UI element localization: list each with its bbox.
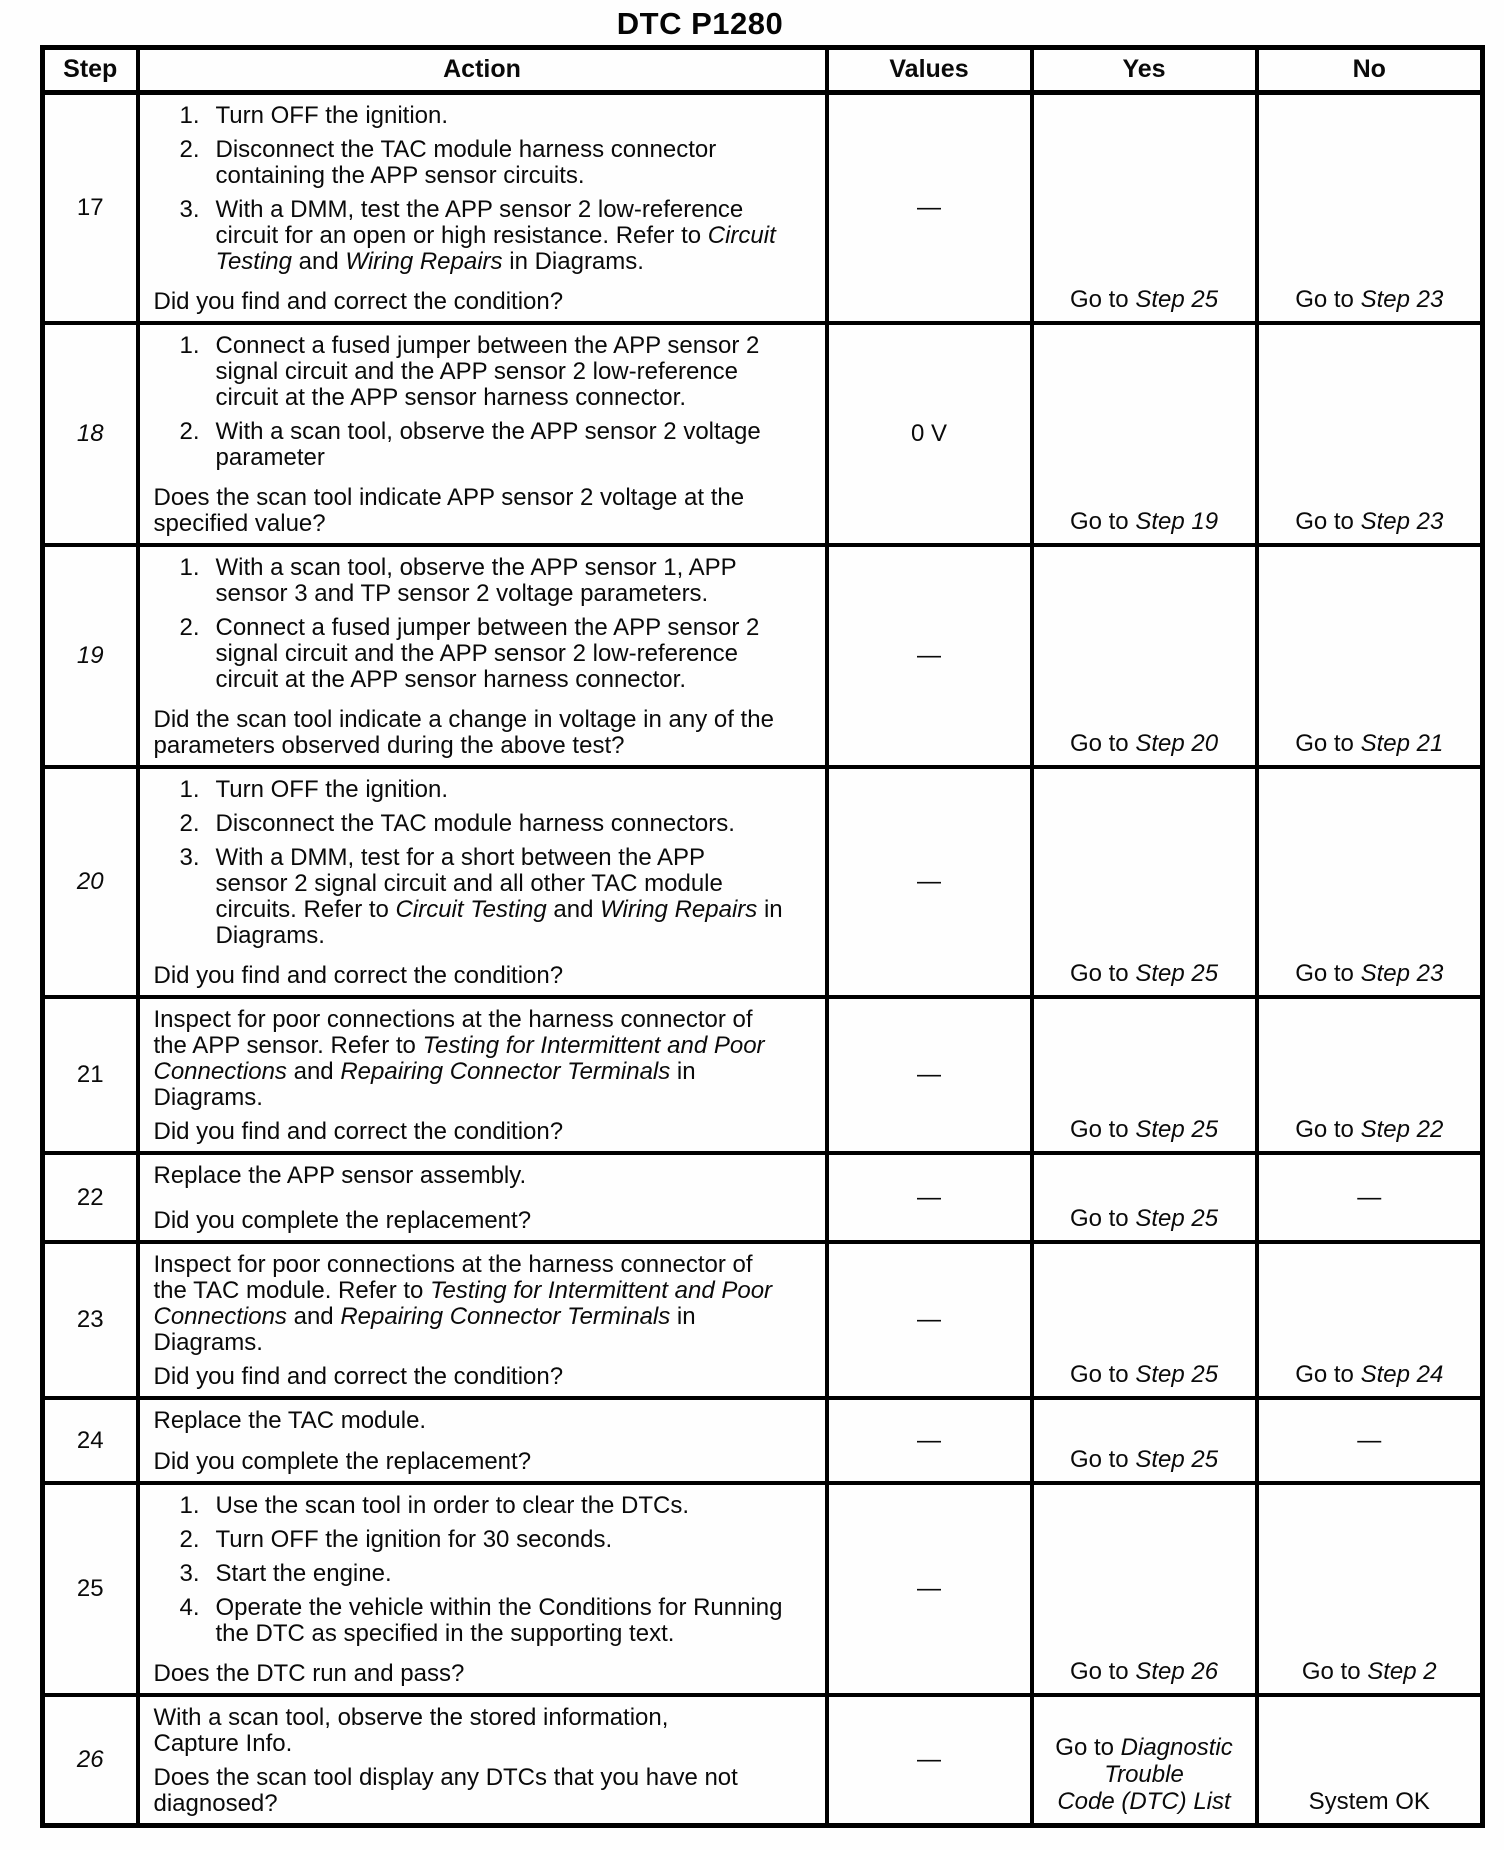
item-text xyxy=(216,137,809,189)
text-segment: Diagrams. xyxy=(153,1084,263,1111)
values-cell: — xyxy=(827,545,1032,767)
step-number: 17 xyxy=(76,194,104,221)
text-segment: Go to xyxy=(1301,1658,1368,1685)
text-segment: Go to xyxy=(1295,1116,1361,1143)
item-text xyxy=(216,333,809,411)
step-cell xyxy=(43,323,138,545)
step-number: 22 xyxy=(76,1183,104,1211)
action-content xyxy=(140,1485,825,1693)
text-segment: Go to xyxy=(1069,1658,1136,1685)
text-segment: signal circuit and the APP sensor 2 low-reference xyxy=(215,358,739,385)
item-number: 1. xyxy=(179,102,200,129)
text-segment: Go to xyxy=(1069,1205,1136,1232)
italic-text: Trouble xyxy=(1104,1761,1184,1788)
action-cell xyxy=(138,1398,827,1483)
text-segment: Go to xyxy=(1295,508,1361,535)
yes-cell xyxy=(1032,997,1257,1153)
text-segment: Go to xyxy=(1295,730,1361,757)
italic-text: Step 19 xyxy=(1135,508,1219,535)
italic-text: Step 22 xyxy=(1360,1116,1444,1143)
no-cell xyxy=(1257,1695,1483,1826)
text-segment: parameter xyxy=(215,444,325,471)
action-content xyxy=(140,1697,825,1823)
no-cell xyxy=(1257,1483,1483,1695)
action-question xyxy=(154,701,809,759)
action-cell xyxy=(138,1695,827,1826)
text-segment: Does the scan tool display any DTCs that you have not xyxy=(153,1764,738,1791)
action-content xyxy=(140,1155,825,1240)
italic-text: Code (DTC) List xyxy=(1057,1788,1231,1815)
item-number: 2. xyxy=(179,418,200,445)
text-segment: Does the scan tool indicate APP sensor 2 voltage at the xyxy=(153,484,745,511)
text-segment: containing the APP sensor circuits. xyxy=(215,162,585,189)
item-text xyxy=(216,1527,809,1553)
action-content xyxy=(140,325,825,543)
action-items xyxy=(154,777,809,957)
list-item xyxy=(154,1561,809,1587)
step-cell xyxy=(43,767,138,997)
action-question xyxy=(154,1443,809,1475)
italic-text: Step 25 xyxy=(1135,1446,1219,1473)
table-row xyxy=(43,545,1483,767)
values-cell: — xyxy=(827,1483,1032,1695)
text-segment: Capture Info. xyxy=(153,1730,293,1757)
values-cell: 0 V xyxy=(827,323,1032,545)
text-segment: the TAC module. Refer to xyxy=(153,1277,431,1304)
italic-text: Step 25 xyxy=(1135,1361,1219,1388)
item-number: 1. xyxy=(179,776,200,803)
table-row xyxy=(43,1153,1483,1242)
text-segment: circuit at the APP sensor harness connector. xyxy=(215,384,686,411)
action-items xyxy=(154,1705,809,1759)
action-content xyxy=(140,95,825,321)
text-segment: With a scan tool, observe the APP sensor 2 voltage xyxy=(215,418,761,445)
header-cell-no: No xyxy=(1257,48,1483,93)
text-segment: in xyxy=(757,896,783,923)
no-cell xyxy=(1257,767,1483,997)
diagnostic-table xyxy=(40,45,1485,1828)
table-row xyxy=(43,93,1483,324)
list-item xyxy=(154,197,809,275)
text-segment: Go to xyxy=(1069,508,1136,535)
step-cell xyxy=(43,1242,138,1398)
action-content xyxy=(140,999,825,1151)
text-segment: Turn OFF the ignition for 30 seconds. xyxy=(215,1526,613,1553)
italic-text: Circuit Testing xyxy=(395,896,547,923)
italic-text: Circuit xyxy=(707,222,776,249)
text-segment: Inspect for poor connections at the harness connector of xyxy=(153,1006,753,1033)
text-segment: the DTC as specified in the supporting text. xyxy=(215,1620,675,1647)
action-items xyxy=(154,555,809,701)
no-cell xyxy=(1257,997,1483,1153)
action-paragraph xyxy=(154,1163,809,1189)
table-row xyxy=(43,997,1483,1153)
yes-cell xyxy=(1032,767,1257,997)
text-segment: circuits. Refer to xyxy=(215,896,396,923)
text-segment: the APP sensor. Refer to xyxy=(153,1032,423,1059)
text-segment: Diagrams. xyxy=(215,922,325,949)
text-segment: Did you find and correct the condition? xyxy=(153,1118,564,1145)
action-items xyxy=(154,1007,809,1113)
no-cell xyxy=(1257,323,1483,545)
action-question xyxy=(154,1358,809,1390)
action-items xyxy=(154,1408,809,1436)
list-item xyxy=(154,777,809,803)
action-paragraph xyxy=(154,1408,809,1434)
item-number: 1. xyxy=(179,332,200,359)
text-segment: System OK xyxy=(1308,1788,1430,1815)
text-segment: Turn OFF the ignition. xyxy=(215,776,449,803)
item-number: 3. xyxy=(179,844,200,871)
text-segment: Go to xyxy=(1295,286,1361,313)
item-text xyxy=(216,555,809,607)
italic-text: Testing xyxy=(215,248,292,275)
text-segment: and xyxy=(546,896,601,923)
text-segment: Inspect for poor connections at the harness connector of xyxy=(153,1251,753,1278)
text-segment: Go to xyxy=(1069,730,1136,757)
text-segment: Go to xyxy=(1069,1361,1136,1388)
table-row xyxy=(43,767,1483,997)
italic-text: Diagnostic xyxy=(1120,1734,1233,1761)
text-segment: Go to xyxy=(1069,960,1136,987)
step-cell xyxy=(43,997,138,1153)
no-cell xyxy=(1257,545,1483,767)
action-paragraph xyxy=(154,1252,809,1356)
list-item xyxy=(154,555,809,607)
yes-cell xyxy=(1032,1695,1257,1826)
italic-text: Step 20 xyxy=(1135,730,1219,757)
text-segment: Go to xyxy=(1069,1116,1136,1143)
text-segment: Did you complete the replacement? xyxy=(153,1207,532,1234)
text-segment: sensor 3 and TP sensor 2 voltage parameters. xyxy=(215,580,709,607)
text-segment: Disconnect the TAC module harness connector xyxy=(215,136,717,163)
step-number: 23 xyxy=(76,1306,104,1333)
step-cell xyxy=(43,1398,138,1483)
text-segment: Go to xyxy=(1295,960,1361,987)
italic-text: Step 25 xyxy=(1135,286,1219,313)
table-header xyxy=(43,48,1483,93)
list-item xyxy=(154,845,809,949)
list-item xyxy=(154,333,809,411)
text-segment: Go to xyxy=(1295,1361,1361,1388)
yes-cell xyxy=(1032,93,1257,324)
action-question xyxy=(154,1202,809,1234)
text-segment: Go to xyxy=(1069,1446,1136,1473)
text-segment: Operate the vehicle within the Conditions for Running xyxy=(215,1594,783,1621)
yes-cell xyxy=(1032,1153,1257,1242)
table-body xyxy=(43,93,1483,1826)
text-segment: and xyxy=(292,248,346,275)
step-number: 26 xyxy=(76,1746,104,1773)
text-segment: Replace the APP sensor assembly. xyxy=(153,1162,527,1189)
text-segment: in xyxy=(670,1058,696,1085)
text-segment: Diagrams. xyxy=(153,1329,263,1356)
italic-text: Step 25 xyxy=(1135,1116,1219,1143)
yes-cell xyxy=(1032,1483,1257,1695)
table-row xyxy=(43,1242,1483,1398)
action-content xyxy=(140,1400,825,1481)
list-item xyxy=(154,419,809,471)
text-segment: — xyxy=(1357,1184,1382,1211)
page-title: DTC P1280 xyxy=(616,6,784,41)
action-content xyxy=(140,547,825,765)
italic-text: Testing for Intermittent and Poor xyxy=(422,1032,765,1059)
item-text xyxy=(216,197,809,275)
action-question xyxy=(154,479,809,537)
text-segment: parameters observed during the above test? xyxy=(153,732,625,759)
text-segment: circuit for an open or high resistance. Refer to xyxy=(215,222,708,249)
yes-cell xyxy=(1032,545,1257,767)
italic-text: Step 23 xyxy=(1360,508,1444,535)
text-segment: signal circuit and the APP sensor 2 low-reference xyxy=(215,640,739,667)
text-segment: Go to xyxy=(1055,1734,1121,1761)
action-items xyxy=(154,1493,809,1655)
item-number: 1. xyxy=(179,1492,200,1519)
text-segment: Connect a fused jumper between the APP sensor 2 xyxy=(215,614,760,641)
table-row xyxy=(43,1398,1483,1483)
text-segment: Did you find and correct the condition? xyxy=(153,1363,564,1390)
action-items xyxy=(154,333,809,479)
text-segment: Did you find and correct the condition? xyxy=(153,962,564,989)
yes-cell xyxy=(1032,1398,1257,1483)
italic-text: Step 24 xyxy=(1360,1361,1444,1388)
text-segment: — xyxy=(1357,1427,1382,1454)
no-cell xyxy=(1257,1153,1483,1242)
text-segment: Did you complete the replacement? xyxy=(153,1448,532,1475)
no-cell xyxy=(1257,93,1483,324)
yes-cell xyxy=(1032,1242,1257,1398)
step-number: 19 xyxy=(76,642,104,669)
action-cell xyxy=(138,1242,827,1398)
text-segment: Disconnect the TAC module harness connectors. xyxy=(215,810,735,837)
table-row xyxy=(43,323,1483,545)
text-segment: With a scan tool, observe the APP sensor 1, APP xyxy=(215,554,737,581)
italic-text: Connections xyxy=(153,1303,287,1330)
action-items xyxy=(154,1252,809,1358)
item-number: 3. xyxy=(179,1560,200,1587)
step-cell xyxy=(43,1695,138,1826)
header-cell-step: Step xyxy=(43,48,138,93)
italic-text: Connections xyxy=(153,1058,287,1085)
action-paragraph xyxy=(154,1007,809,1111)
text-segment: Use the scan tool in order to clear the DTCs. xyxy=(215,1492,690,1519)
header-cell-action: Action xyxy=(138,48,827,93)
table-row xyxy=(43,1483,1483,1695)
item-number: 4. xyxy=(179,1594,200,1621)
no-cell xyxy=(1257,1398,1483,1483)
item-text xyxy=(216,1561,809,1587)
item-text xyxy=(216,777,809,803)
action-cell xyxy=(138,93,827,324)
text-segment: With a scan tool, observe the stored information, xyxy=(153,1704,669,1731)
text-segment: and xyxy=(286,1058,341,1085)
values-cell: — xyxy=(827,1695,1032,1826)
text-segment: sensor 2 signal circuit and all other TAC module xyxy=(215,870,723,897)
text-segment: and xyxy=(286,1303,341,1330)
header-cell-values: Values xyxy=(827,48,1032,93)
step-cell xyxy=(43,545,138,767)
step-number: 20 xyxy=(76,868,104,895)
values-cell: — xyxy=(827,93,1032,324)
italic-text: Step 25 xyxy=(1135,1205,1219,1232)
values-cell: — xyxy=(827,1153,1032,1242)
list-item xyxy=(154,103,809,129)
values-cell: — xyxy=(827,767,1032,997)
no-cell xyxy=(1257,1242,1483,1398)
item-text xyxy=(216,1493,809,1519)
item-number: 3. xyxy=(179,196,200,223)
italic-text: Repairing Connector Terminals xyxy=(340,1303,671,1330)
action-items xyxy=(154,1163,809,1191)
action-question xyxy=(154,957,809,989)
text-segment: diagnosed? xyxy=(153,1790,278,1817)
action-cell xyxy=(138,997,827,1153)
text-segment: Go to xyxy=(1069,286,1136,313)
text-segment: Turn OFF the ignition. xyxy=(215,102,449,129)
step-number: 18 xyxy=(76,420,104,447)
action-question xyxy=(154,1655,809,1687)
action-cell xyxy=(138,767,827,997)
text-segment: in xyxy=(670,1303,696,1330)
item-text xyxy=(216,103,809,129)
action-question xyxy=(154,1759,809,1817)
step-number: 21 xyxy=(76,1061,104,1088)
item-text xyxy=(216,1595,809,1647)
yes-cell xyxy=(1032,323,1257,545)
step-cell xyxy=(43,1153,138,1242)
action-content xyxy=(140,769,825,995)
text-segment: Did the scan tool indicate a change in voltage in any of the xyxy=(153,706,774,733)
list-item xyxy=(154,1493,809,1519)
header-cell-yes: Yes xyxy=(1032,48,1257,93)
step-number: 24 xyxy=(76,1426,104,1454)
step-cell xyxy=(43,1483,138,1695)
italic-text: Step 23 xyxy=(1360,960,1444,987)
action-content xyxy=(140,1244,825,1396)
item-number: 2. xyxy=(179,136,200,163)
item-text xyxy=(216,615,809,693)
italic-text: Step 21 xyxy=(1360,730,1444,757)
item-number: 2. xyxy=(179,810,200,837)
italic-text: Step 23 xyxy=(1360,286,1444,313)
list-item xyxy=(154,137,809,189)
item-text xyxy=(216,811,809,837)
text-segment: Start the engine. xyxy=(215,1560,392,1587)
list-item xyxy=(154,1595,809,1647)
action-cell xyxy=(138,545,827,767)
action-cell xyxy=(138,1153,827,1242)
action-cell xyxy=(138,1483,827,1695)
item-number: 2. xyxy=(179,614,200,641)
action-question xyxy=(154,283,809,315)
text-segment: specified value? xyxy=(153,510,326,537)
text-segment: With a DMM, test for a short between the APP xyxy=(215,844,706,871)
item-number: 2. xyxy=(179,1526,200,1553)
list-item xyxy=(154,615,809,693)
action-question xyxy=(154,1113,809,1145)
list-item xyxy=(154,811,809,837)
item-text xyxy=(216,845,809,949)
values-cell: — xyxy=(827,1242,1032,1398)
italic-text: Wiring Repairs xyxy=(600,896,758,923)
table-row xyxy=(43,1695,1483,1826)
italic-text: Repairing Connector Terminals xyxy=(340,1058,671,1085)
text-segment: Does the DTC run and pass? xyxy=(153,1660,465,1687)
step-number: 25 xyxy=(76,1575,104,1602)
item-number: 1. xyxy=(179,554,200,581)
header-row xyxy=(43,48,1483,93)
text-segment: Replace the TAC module. xyxy=(153,1407,427,1434)
italic-text: Step 26 xyxy=(1135,1658,1219,1685)
action-items xyxy=(154,103,809,283)
action-paragraph xyxy=(154,1705,809,1757)
text-segment: Did you find and correct the condition? xyxy=(153,288,564,315)
item-text xyxy=(216,419,809,471)
values-cell: — xyxy=(827,1398,1032,1483)
text-segment: With a DMM, test the APP sensor 2 low-reference xyxy=(215,196,744,223)
italic-text: Wiring Repairs xyxy=(345,248,503,275)
values-cell: — xyxy=(827,997,1032,1153)
text-segment: Connect a fused jumper between the APP sensor 2 xyxy=(215,332,760,359)
list-item xyxy=(154,1527,809,1553)
step-cell xyxy=(43,93,138,324)
action-cell xyxy=(138,323,827,545)
italic-text: Step 25 xyxy=(1135,960,1219,987)
italic-text: Testing for Intermittent and Poor xyxy=(430,1277,773,1304)
text-segment: in Diagrams. xyxy=(502,248,644,275)
italic-text: Step 2 xyxy=(1367,1658,1437,1685)
text-segment: circuit at the APP sensor harness connector. xyxy=(215,666,686,693)
